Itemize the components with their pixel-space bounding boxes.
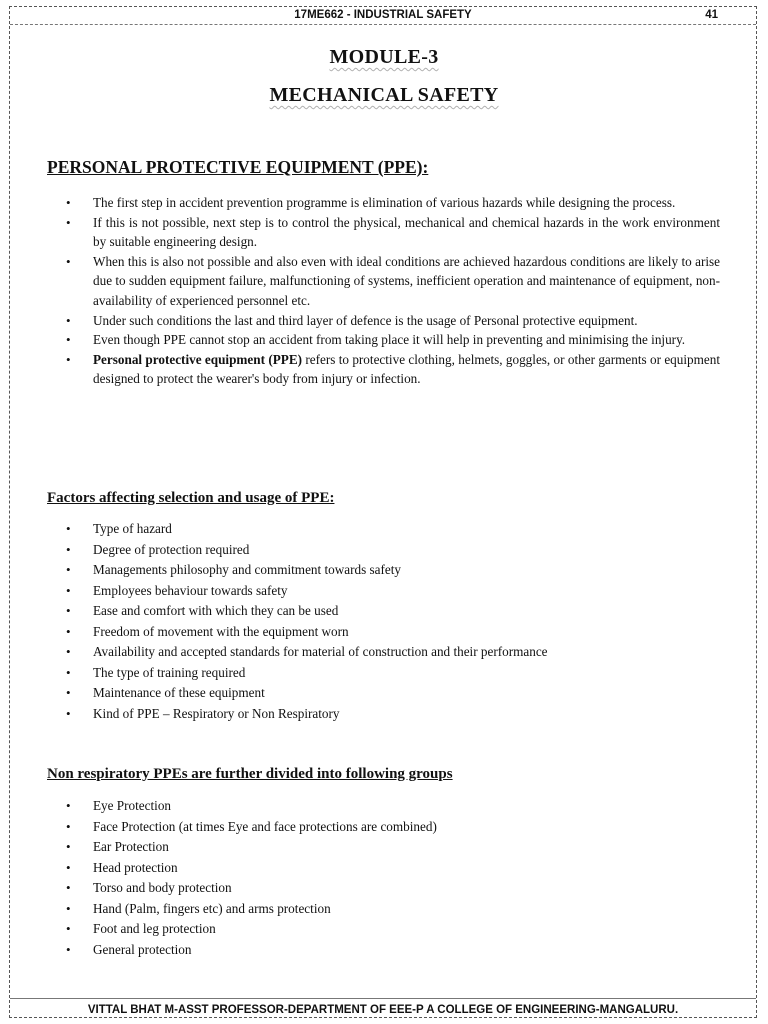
module-subtitle-text: MECHANICAL SAFETY (269, 84, 499, 106)
list-item: • When this is also not possible and also even with ideal conditions are achieved hazardous conditions are likely to arise due to sudden equipment failure, malfunctioning of systems, inefficient operation and maintenance of equipment, non-availability of experienced personnel etc. (62, 252, 720, 311)
module-subtitle (0, 84, 768, 107)
factors-heading: Factors affecting selection and usage of PPE: (47, 490, 335, 506)
ppe-heading: PERSONAL PROTECTIVE EQUIPMENT (PPE): (47, 157, 429, 177)
ppe-definition-item (62, 350, 720, 389)
non-respiratory-heading: Non respiratory PPEs are further divided into following groups (47, 766, 453, 782)
ppe-definition-term: Personal protective equipment (PPE) (93, 351, 303, 367)
ppe-bullet-list (62, 193, 720, 389)
list-item: • Managements philosophy and commitment towards safety (62, 560, 720, 581)
list-item: • Type of hazard (62, 519, 720, 540)
list-item: • Face Protection (at times Eye and face protections are combined) (62, 817, 720, 838)
list-item: • The type of training required (62, 663, 720, 684)
module-title (0, 46, 768, 69)
list-item: • Torso and body protection (62, 878, 720, 899)
list-item: • Availability and accepted standards for material of construction and their performance (62, 642, 720, 663)
list-item: • Even though PPE cannot stop an accident from taking place it will help in preventing and minimising the injury. (62, 330, 720, 350)
page-number: 41 (705, 9, 718, 21)
list-item: • General protection (62, 940, 720, 961)
list-item: • Employees behaviour towards safety (62, 581, 720, 602)
list-item: • The first step in accident prevention programme is elimination of various hazards while designing the process. (62, 193, 720, 213)
list-item: • If this is not possible, next step is to control the physical, mechanical and chemical hazards in the work environment by suitable engineering design. (62, 213, 720, 252)
list-item: • Foot and leg protection (62, 919, 720, 940)
course-title: 17ME662 - INDUSTRIAL SAFETY (294, 9, 472, 21)
page-footer: VITTAL BHAT M-ASST PROFESSOR-DEPARTMENT OF EEE-P A COLLEGE OF ENGINEERING-MANGALURU. (10, 998, 756, 1019)
factors-list (62, 519, 720, 724)
ppe-definition-text: refers to protective clothing, helmets, goggles, or other garments or equipment designed to protect the wearer's body from injury or infection. (93, 351, 720, 387)
module-title-text: MODULE-3 (329, 46, 439, 68)
page-header (10, 7, 756, 25)
list-item: • Eye Protection (62, 796, 720, 817)
list-item: • Maintenance of these equipment (62, 683, 720, 704)
non-respiratory-list (62, 796, 720, 960)
list-item: • Head protection (62, 858, 720, 879)
list-item: • Ear Protection (62, 837, 720, 858)
list-item: • Hand (Palm, fingers etc) and arms protection (62, 899, 720, 920)
list-item: • Ease and comfort with which they can be used (62, 601, 720, 622)
list-item: • Degree of protection required (62, 540, 720, 561)
list-item: • Freedom of movement with the equipment worn (62, 622, 720, 643)
list-item: • Under such conditions the last and third layer of defence is the usage of Personal protective equipment. (62, 311, 720, 331)
list-item: • Kind of PPE – Respiratory or Non Respiratory (62, 704, 720, 725)
